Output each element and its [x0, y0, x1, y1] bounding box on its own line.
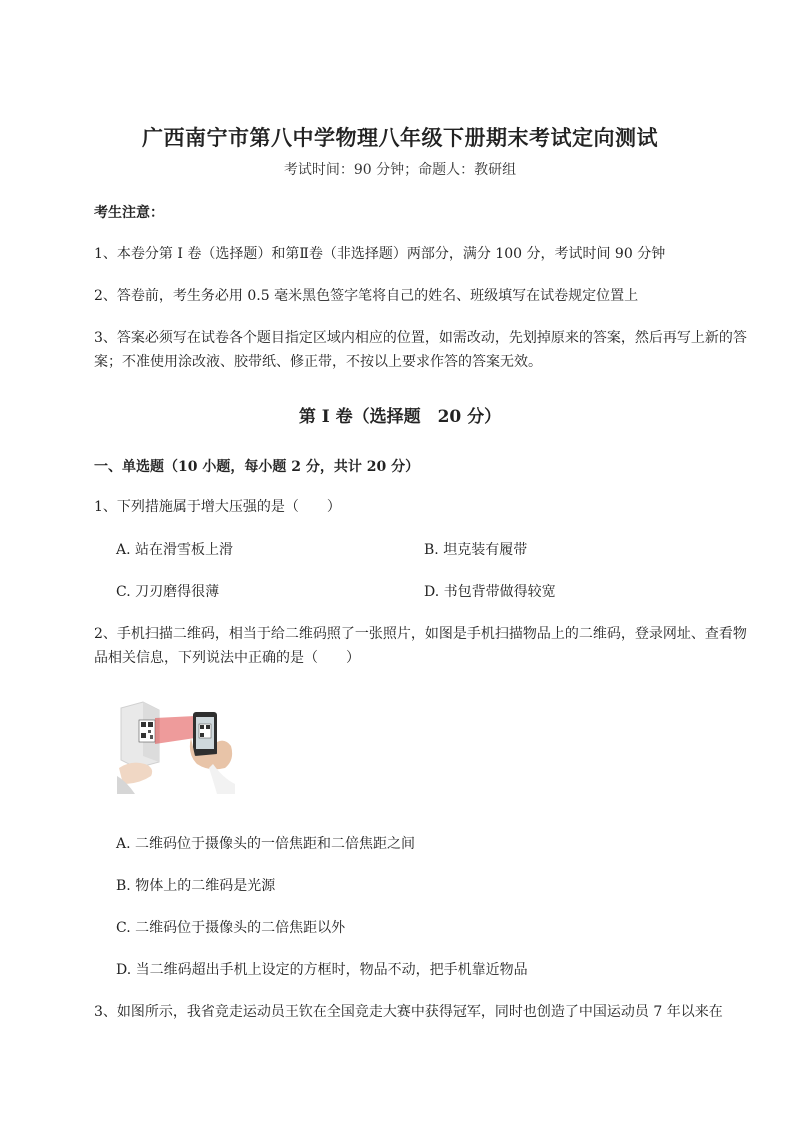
- option-b: B. 坦克装有履带: [424, 542, 528, 558]
- question-stem: 1、下列措施属于增大压强的是（ ）: [94, 499, 341, 515]
- notice-heading: 考生注意：: [94, 205, 164, 221]
- question-group-title: 一、单选题（10 小题，每小题 2 分，共计 20 分）: [94, 459, 420, 475]
- option-a: A. 站在滑雪板上滑: [116, 542, 234, 558]
- question-stem: 2、手机扫描二维码，相当于给二维码照了一张照片，如图是手机扫描物品上的二维码，登录网址、查看物品相关信息，下列说法中正确的是（ ）: [94, 626, 747, 666]
- page-title: 广西南宁市第八中学物理八年级下册期末考试定向测试: [142, 125, 658, 150]
- option-d: D. 书包背带做得较宽: [424, 584, 556, 600]
- notice-item: 3、答案必须写在试卷各个题目指定区域内相应的位置，如需改动，先划掉原来的答案，然后再写上新的答案；不准使用涂改液、胶带纸、修正带，不按以上要求作答的答案无效。: [94, 330, 747, 370]
- qr-scan-figure: [117, 698, 235, 794]
- section-title: 第 I 卷（选择题 20 分）: [298, 407, 502, 427]
- option-a: A. 二维码位于摄像头的一倍焦距和二倍焦距之间: [116, 836, 416, 852]
- option-d: D. 当二维码超出手机上设定的方框时，物品不动，把手机靠近物品: [116, 962, 528, 978]
- notice-item: 1、本卷分第 I 卷（选择题）和第Ⅱ卷（非选择题）两部分，满分 100 分，考试时间 90 分钟: [94, 246, 666, 262]
- option-b: B. 物体上的二维码是光源: [116, 878, 276, 894]
- notice-item: 2、答卷前，考生务必用 0.5 毫米黑色签字笔将自己的姓名、班级填写在试卷规定位置上: [94, 288, 639, 304]
- option-c: C. 刀刃磨得很薄: [116, 584, 220, 600]
- question-stem: 3、如图所示，我省竞走运动员王钦在全国竞走大赛中获得冠军，同时也创造了中国运动员 7 年以来在: [94, 1004, 723, 1020]
- exam-info: 考试时间：90 分钟；命题人：教研组: [283, 162, 517, 178]
- option-c: C. 二维码位于摄像头的二倍焦距以外: [116, 920, 346, 936]
- phone-scanning-qr-image: [117, 698, 235, 794]
